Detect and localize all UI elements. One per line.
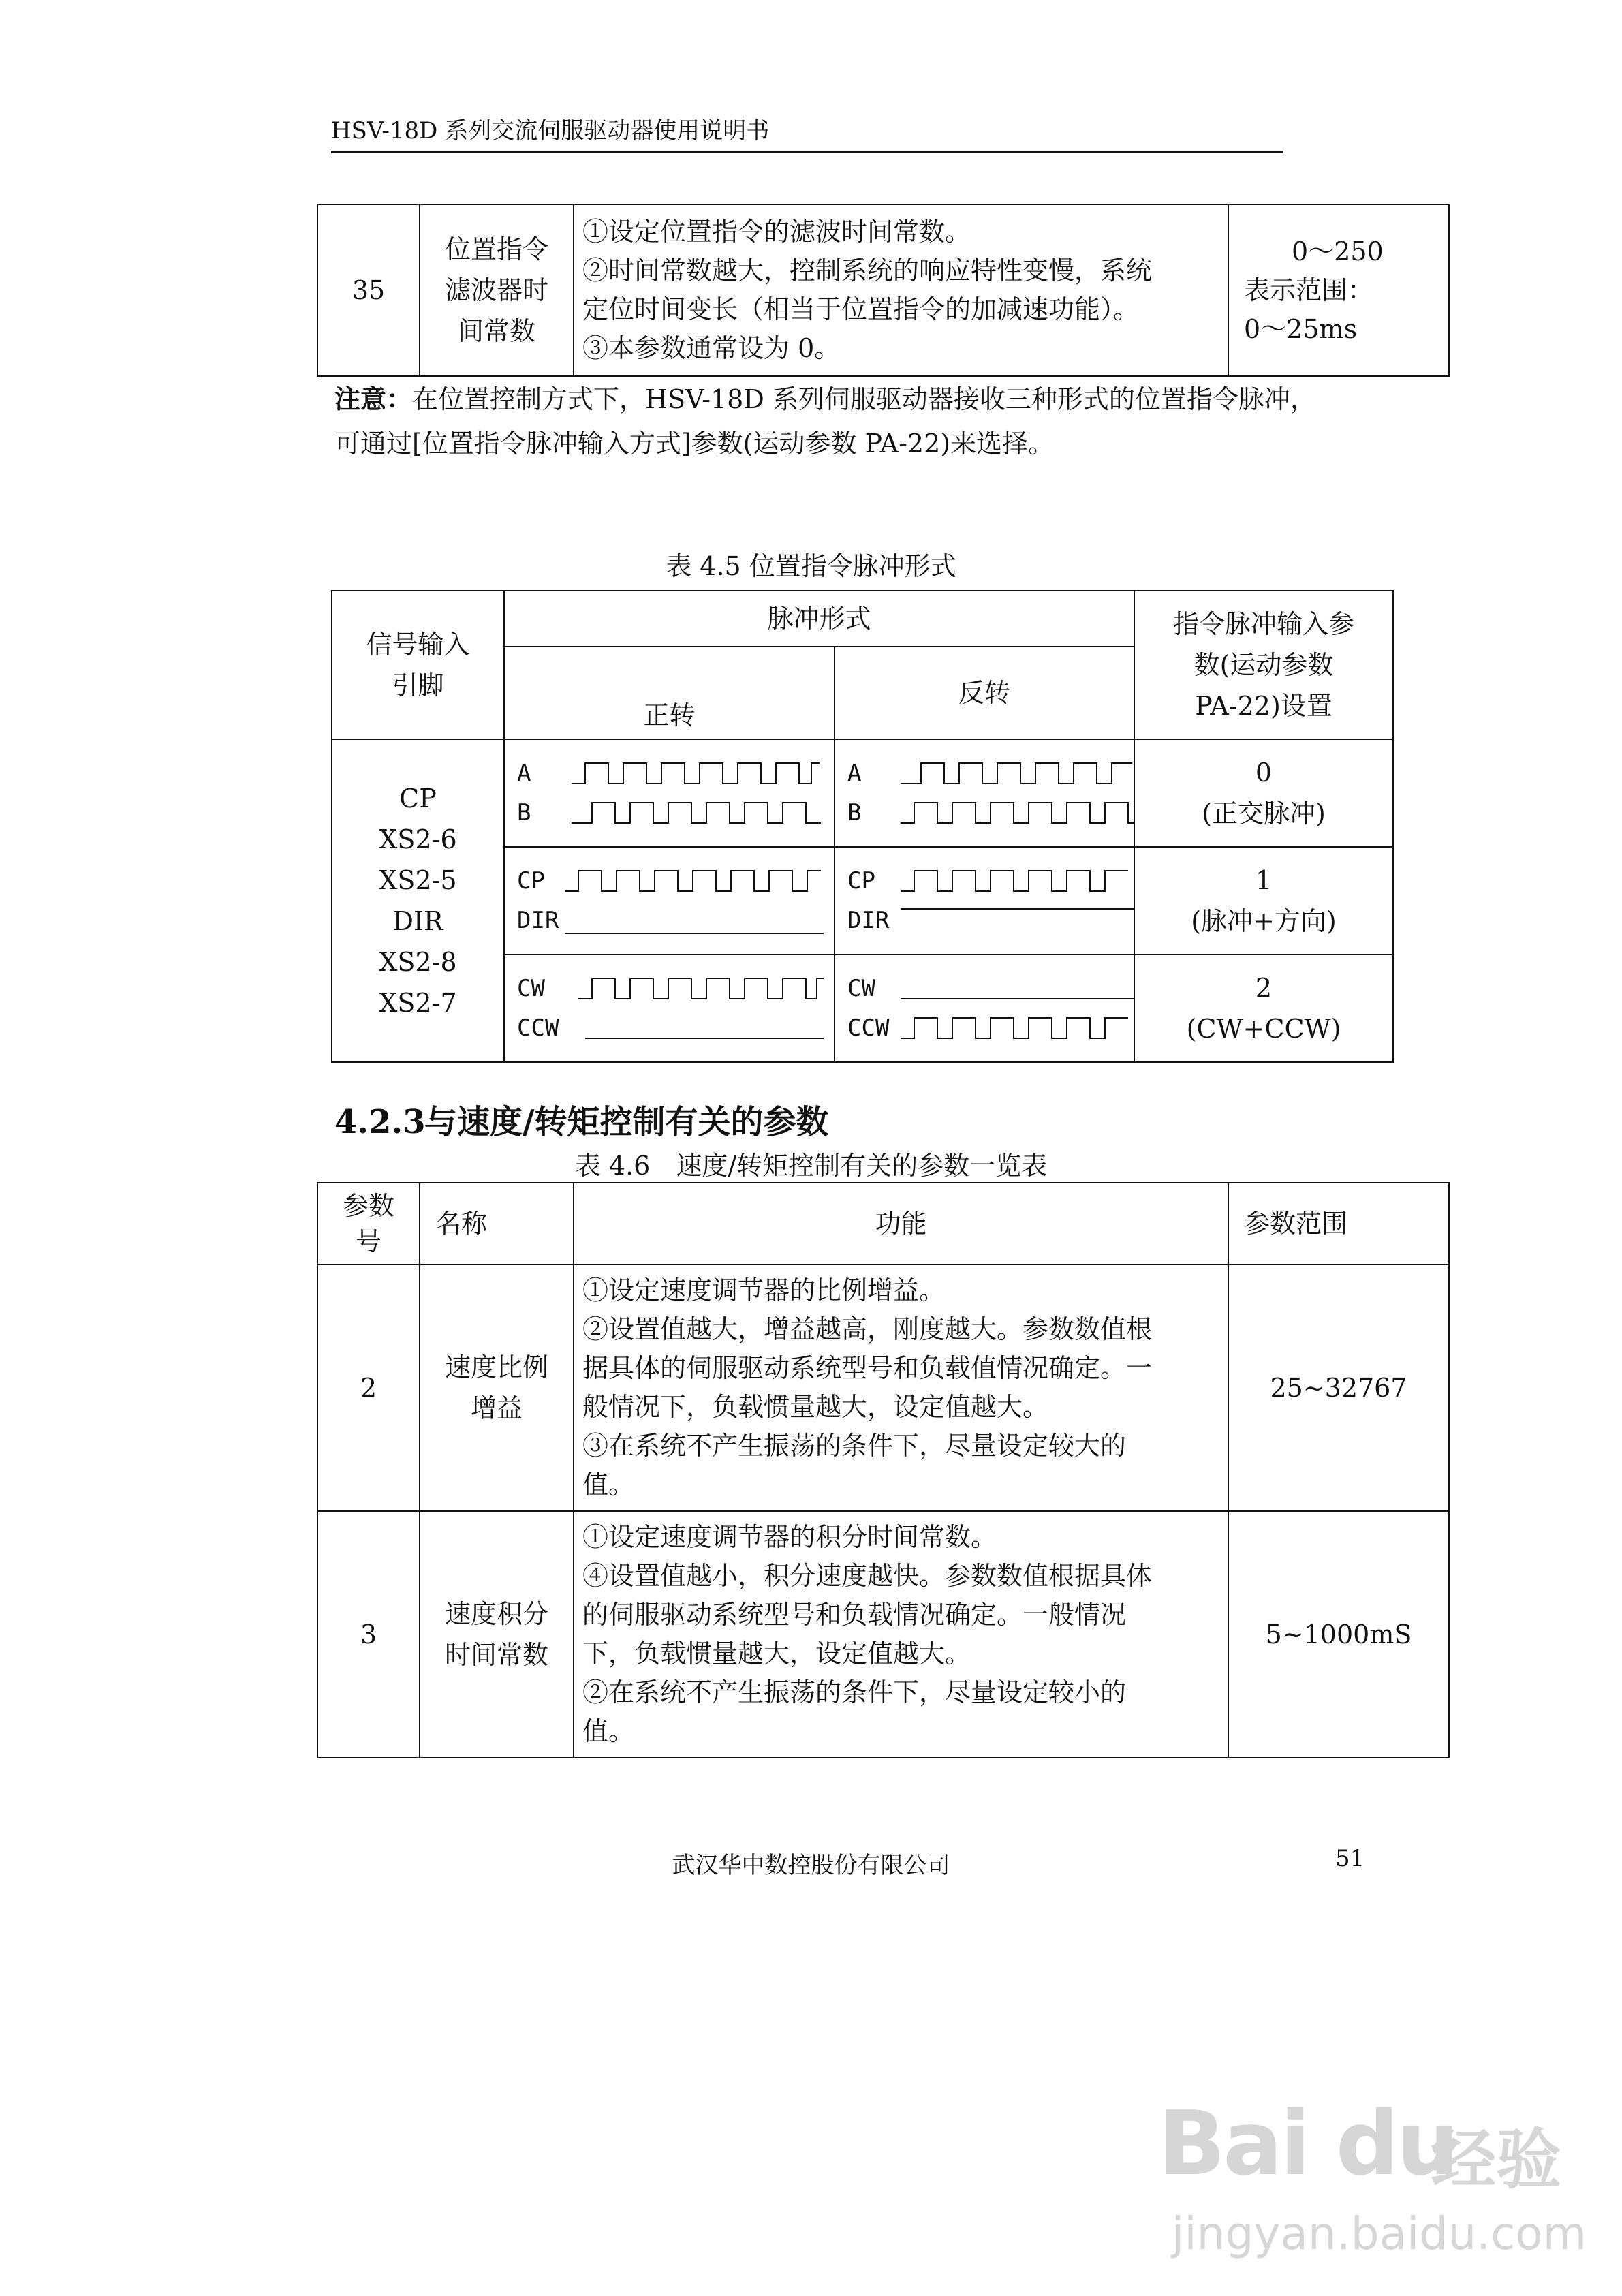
waveform-a-reverse — [894, 756, 1134, 790]
table45-head-forward: 正转 — [504, 647, 835, 739]
table45-mode-0: 0 (正交脉冲) — [1134, 739, 1393, 847]
footer-company: 武汉华中数控股份有限公司 — [672, 1852, 950, 1879]
watermark-url: jingyan.baidu.com — [1172, 2207, 1587, 2260]
table46-caption: 表 4.6 速度/转矩控制有关的参数一览表 — [574, 1151, 1048, 1181]
waveform-cp-forward — [565, 864, 830, 898]
table45-mode-1: 1 (脉冲+方向) — [1134, 847, 1393, 955]
baidu-watermark — [1158, 2092, 1587, 2296]
table46-row-name: 速度积分 时间常数 — [420, 1511, 574, 1758]
table46-head-func: 功能 — [574, 1183, 1228, 1265]
table-row — [317, 204, 1449, 376]
waveform-quadrature-reverse: A B — [835, 739, 1134, 847]
waveform-cw-ccw-forward: CW CCW — [504, 955, 835, 1062]
waveform-b-reverse — [894, 796, 1134, 830]
table-row — [317, 1511, 1449, 1758]
table46-head-num: 参数 号 — [317, 1183, 420, 1265]
table46-head-range: 参数范围 — [1228, 1183, 1449, 1265]
param35-number: 35 — [317, 204, 420, 376]
table46-row-range: 5~1000mS — [1228, 1511, 1449, 1758]
watermark-cn: 经验 — [1431, 2122, 1561, 2198]
section-heading: 4.2.3与速度/转矩控制有关的参数 — [334, 1103, 829, 1141]
header-title: HSV-18D 系列交流伺服驱动器使用说明书 — [331, 117, 770, 144]
param35-name: 位置指令 滤波器时 间常数 — [420, 204, 574, 376]
table45-caption: 表 4.5 位置指令脉冲形式 — [666, 551, 956, 581]
header-rule — [331, 151, 1283, 153]
waveform-pulse-dir-forward: CP DIR — [504, 847, 835, 955]
waveform-dir-reverse — [894, 903, 1134, 937]
table-row — [317, 1265, 1449, 1511]
table46-row-name: 速度比例 增益 — [420, 1265, 574, 1511]
waveform-cw-forward — [565, 972, 830, 1006]
param35-table — [317, 204, 1450, 377]
table45-head-reverse: 反转 — [835, 647, 1134, 739]
param35-function: ①设定位置指令的滤波时间常数。 ②时间常数越大，控制系统的响应特性变慢，系统 定位时间变长（相当于位置指令的加减速功能）。 ③本参数通常设为 0。 — [574, 204, 1228, 376]
waveform-dir-forward — [565, 903, 830, 937]
note-label: 注意： — [334, 384, 413, 414]
waveform-quadrature-forward: A B — [504, 739, 835, 847]
table46-row-func: ①设定速度调节器的比例增益。 ②设置值越大，增益越高，刚度越大。参数数值根 据具体的伺服驱动系统型号和负载值情况确定。一 般情况下，负载惯量越大，设定值越大。 ③在系统不产生振荡的条件下，尽量设定较大的 值。 — [574, 1265, 1228, 1511]
table45-pins: CP XS2-6 XS2-5 DIR XS2-8 XS2-7 — [332, 739, 504, 1062]
waveform-b-forward — [565, 796, 824, 830]
param35-range: 0～250 表示范围： 0～25ms — [1228, 204, 1449, 376]
waveform-cw-ccw-reverse: CW CCW — [835, 955, 1134, 1062]
table-row — [332, 739, 1393, 847]
table45 — [331, 590, 1394, 1063]
page-number: 51 — [1335, 1845, 1365, 1872]
table46-row-num: 2 — [317, 1265, 420, 1511]
note-line-1: 注意：在位置控制方式下，HSV-18D 系列伺服驱动器接收三种形式的位置指令脉冲， — [334, 384, 1316, 414]
table46-head-name: 名称 — [420, 1183, 574, 1265]
waveform-ccw-reverse — [894, 1011, 1134, 1045]
waveform-a-forward — [565, 756, 824, 790]
table45-head-pulse: 脉冲形式 — [504, 591, 1134, 647]
table46-row-func: ①设定速度调节器的积分时间常数。 ④设置值越小，积分速度越快。参数数值根据具体 的伺服驱动系统型号和负载情况确定。一般情况 下，负载惯量越大，设定值越大。 ②在系统不产生振荡的条件下，尽量设定较小的 值。 — [574, 1511, 1228, 1758]
table46 — [317, 1182, 1450, 1758]
note-line-2: 可通过[位置指令脉冲输入方式]参数(运动参数 PA-22)来选择。 — [334, 429, 1055, 459]
table-row — [332, 591, 1393, 647]
table46-row-range: 25~32767 — [1228, 1265, 1449, 1511]
table-row — [317, 1183, 1449, 1265]
table45-head-pin: 信号输入 引脚 — [332, 591, 504, 739]
table45-mode-2: 2 (CW+CCW) — [1134, 955, 1393, 1062]
waveform-cp-reverse — [894, 864, 1134, 898]
watermark-logo: Bai du — [1158, 2092, 1457, 2195]
table45-head-param: 指令脉冲输入参 数(运动参数 PA-22)设置 — [1134, 591, 1393, 739]
waveform-ccw-forward — [565, 1011, 830, 1045]
waveform-cw-reverse — [894, 972, 1134, 1006]
waveform-pulse-dir-reverse: CP DIR — [835, 847, 1134, 955]
table46-row-num: 3 — [317, 1511, 420, 1758]
